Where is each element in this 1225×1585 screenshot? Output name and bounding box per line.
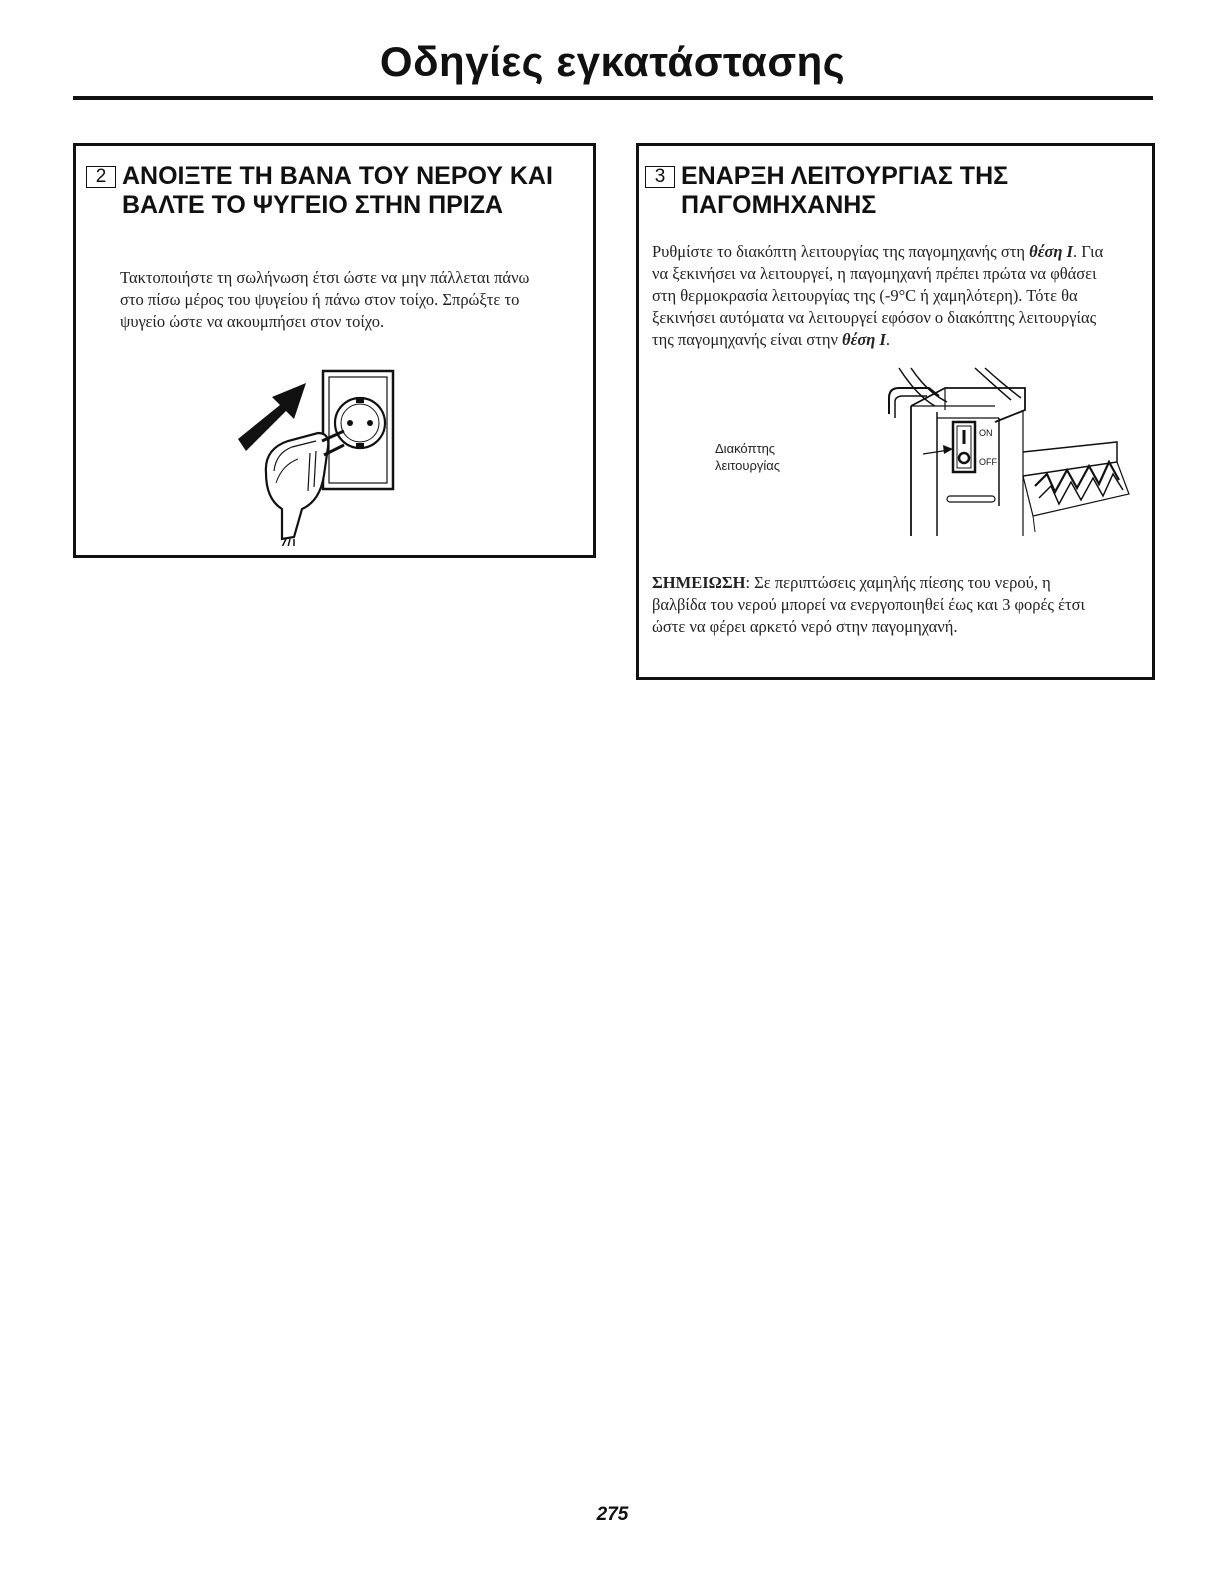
step-3-body-line-4: ξεκινήσει αυτόματα να λειτουργεί εφόσον ο διακόπτης λειτουργίας [652, 308, 1097, 327]
step-3-body-line-5-end: . [885, 330, 890, 349]
page-number: 275 [596, 1504, 629, 1525]
step-2-heading-line-2: ΒΑΛΤΕ ΤΟ ΨΥΓΕΙΟ ΣΤΗΝ ΠΡΙΖΑ [122, 191, 504, 219]
ice-maker-switch-icon [799, 366, 1139, 546]
step-3-body-line-1 [652, 241, 1152, 263]
step-2-body-line-3: ψυγείο ώστε να ακουμπήσει στον τοίχο. [120, 312, 385, 331]
step-3-box [636, 143, 1155, 680]
step-3-body-line-1-end: . Για [1072, 242, 1104, 261]
switch-label-line-1: Διακόπτης [715, 441, 776, 456]
note-line-2: βαλβίδα του νερού μπορεί να ενεργοποιηθεί έως και 3 φορές έτσι [652, 595, 1085, 614]
switch-label-line-2: λειτουργίας [715, 458, 781, 473]
step-3-body-line-2: να ξεκινήσει να λειτουργεί, η παγομηχανή πρέπει πρώτα να φθάσει [652, 264, 1097, 283]
plug-into-wall-socket-icon [236, 361, 416, 546]
note-label: ΣΗΜΕΙΩΣΗ [652, 573, 746, 592]
step-2-number: 2 [86, 166, 116, 188]
step-3-heading-line-1: ΕΝΑΡΞΗ ΛΕΙΤΟΥΡΓΙΑΣ ΤΗΣ [681, 162, 1009, 190]
title-rule [73, 96, 1153, 100]
step-3-body [652, 241, 1152, 351]
step-2-body [120, 267, 580, 333]
position-one-emphasis-2: θέση I [842, 330, 886, 349]
switch-on-label: ON [979, 428, 993, 438]
step-2-heading-line-1: ΑΝΟΙΞΤΕ ΤΗ ΒΑΝΑ ΤΟΥ ΝΕΡΟΥ ΚΑΙ [122, 162, 553, 190]
note-line-3: ώστε να φέρει αρκετό νερό στην παγομηχανή. [652, 617, 958, 636]
step-3-body-line-3: στη θερμοκρασία λειτουργίας της (-9°C ή χαμηλότερη). Τότε θα [652, 286, 1078, 305]
switch-off-label: OFF [979, 457, 997, 467]
position-one-emphasis: θέση I [1029, 242, 1073, 261]
step-3-note [652, 572, 1152, 638]
note-line-1 [652, 572, 1152, 594]
step-3-number: 3 [645, 166, 675, 188]
step-2-box [73, 143, 596, 558]
step-2-body-line-1: Τακτοποιήστε τη σωλήνωση έτσι ώστε να μην πάλλεται πάνω [120, 268, 530, 287]
step-3-heading-line-2: ΠΑΓΟΜΗΧΑΝΗΣ [681, 191, 877, 219]
note-line-1-text: : Σε περιπτώσεις χαμηλής πίεσης του νερού, η [745, 573, 1051, 592]
step-3-heading [645, 162, 1145, 220]
step-3-body-line-5-text: της παγομηχανής είναι στην [652, 330, 843, 349]
step-2-heading [86, 162, 586, 220]
step-3-body-line-5 [652, 329, 1152, 351]
step-3-body-line-1-text: Ρυθμίστε το διακόπτη λειτουργίας της παγομηχανής στη [652, 242, 1030, 261]
step-2-body-line-2: στο πίσω μέρος του ψυγείου ή πάνω στον τοίχο. Σπρώξτε το [120, 290, 520, 309]
page-title: Οδηγίες εγκατάστασης [379, 38, 846, 85]
